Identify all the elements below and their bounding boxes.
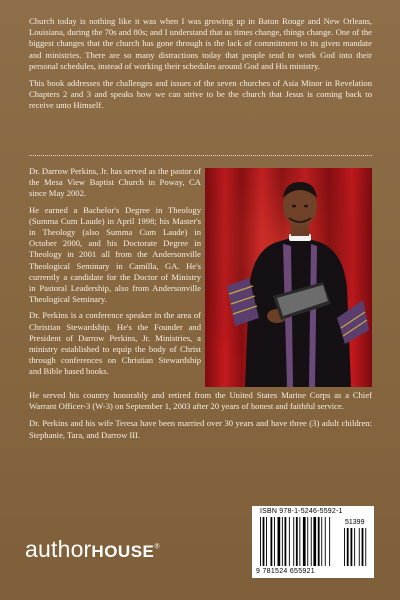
barcode-bar	[351, 528, 353, 566]
barcode-bar	[344, 528, 345, 566]
blurb-paragraph: Church today is nothing like it was when I was growing up in Baton Rouge and New Orleans, Louisiana, during the 70s and 80s; and I understand that as times change, things change. One of the biggest changes that the church has gone through is the lack of commitment to its given mandate and ministries. There are so many distractions today that people tend to work God into their personal schedules, instead of working their schedules around God and His ministry.	[29, 16, 372, 71]
barcode-bar	[274, 517, 275, 566]
publisher-logo	[25, 536, 160, 563]
price-code: 51399	[345, 519, 365, 526]
publisher-logo-house: HOUSE	[91, 542, 155, 561]
bio-paragraph: Dr. Perkins and his wife Teresa have been married over 30 years and have three (3) adult children: Stephanie, Tara, and Darrow III.	[29, 418, 372, 440]
isbn-number: ISBN 978-1-5246-5592-1	[260, 508, 343, 515]
bio-paragraph: He earned a Bachelor's Degree in Theology (Summa Cum Laude) in April 1998; his Master's in Theology (also Summa Cum Laude) in October 2000, and his Doctorate Degree in Theology in 2001 all from the Andersonville Theological Seminary in Camilla, GA. He's currently a candidate for the Doctor of Ministry in Pastoral Leadership, also from Andersonville Theological Seminary.	[29, 204, 201, 305]
barcode-bar	[362, 528, 364, 566]
barcode-bar	[365, 528, 366, 566]
barcode-bar	[289, 517, 290, 566]
cover-blurb	[29, 16, 372, 118]
bio-paragraph: Dr. Perkins is a conference speaker in the area of Christian Stewardship. He's the Founder and President of Darrow Perkins, Jr. Ministries, a ministry established to equip the body of Christ through conferences on Christian Stewardship and Bible based books.	[29, 310, 201, 377]
author-photo-illustration	[205, 168, 372, 387]
barcode-bar	[266, 517, 267, 566]
barcode-bar	[359, 528, 360, 566]
barcode-bar	[278, 517, 281, 566]
barcode-bar	[313, 517, 316, 566]
barcode-bar	[303, 517, 306, 566]
barcode-bar	[311, 517, 312, 566]
barcode-digits: 9 781524 655921	[256, 568, 315, 575]
registered-mark: ®	[154, 543, 160, 551]
blurb-paragraph: This book addresses the challenges and issues of the seven churches of Asia Minor in Revelation Chapters 2 and 3 and speaks how we can strive to be the church that Jesus is coming back to receive unto Himself.	[29, 78, 372, 111]
barcode-bar	[296, 517, 298, 566]
publisher-logo-author: author	[25, 536, 92, 562]
isbn-barcode	[252, 506, 374, 578]
author-bio-continued	[29, 390, 372, 447]
barcode-bar	[282, 517, 283, 566]
barcode-bar	[318, 517, 320, 566]
barcode-bar	[347, 528, 349, 566]
barcode-bar	[329, 517, 330, 566]
barcode-bar	[307, 517, 308, 566]
barcode-bar	[293, 517, 294, 566]
bio-paragraph: Dr. Darrow Perkins, Jr. has served as the pastor of the Mesa View Baptist Church in Poway, CA since May 2002.	[29, 166, 201, 199]
author-bio	[29, 166, 201, 383]
barcode-bar	[354, 528, 355, 566]
section-divider	[29, 155, 372, 156]
barcode-bar	[271, 517, 273, 566]
barcode-bar	[285, 517, 287, 566]
author-photo	[205, 168, 372, 387]
barcode-bar	[299, 517, 300, 566]
barcode-bar	[321, 517, 322, 566]
barcode-bar	[263, 517, 265, 566]
bio-paragraph: He served his country honorably and retired from the United States Marine Corps as a Chief Warrant Officer-3 (W-3) on September 1, 2003 after 20 years of honest and faithful service.	[29, 390, 372, 412]
barcode-bar	[260, 517, 261, 566]
barcode-bar	[325, 517, 326, 566]
